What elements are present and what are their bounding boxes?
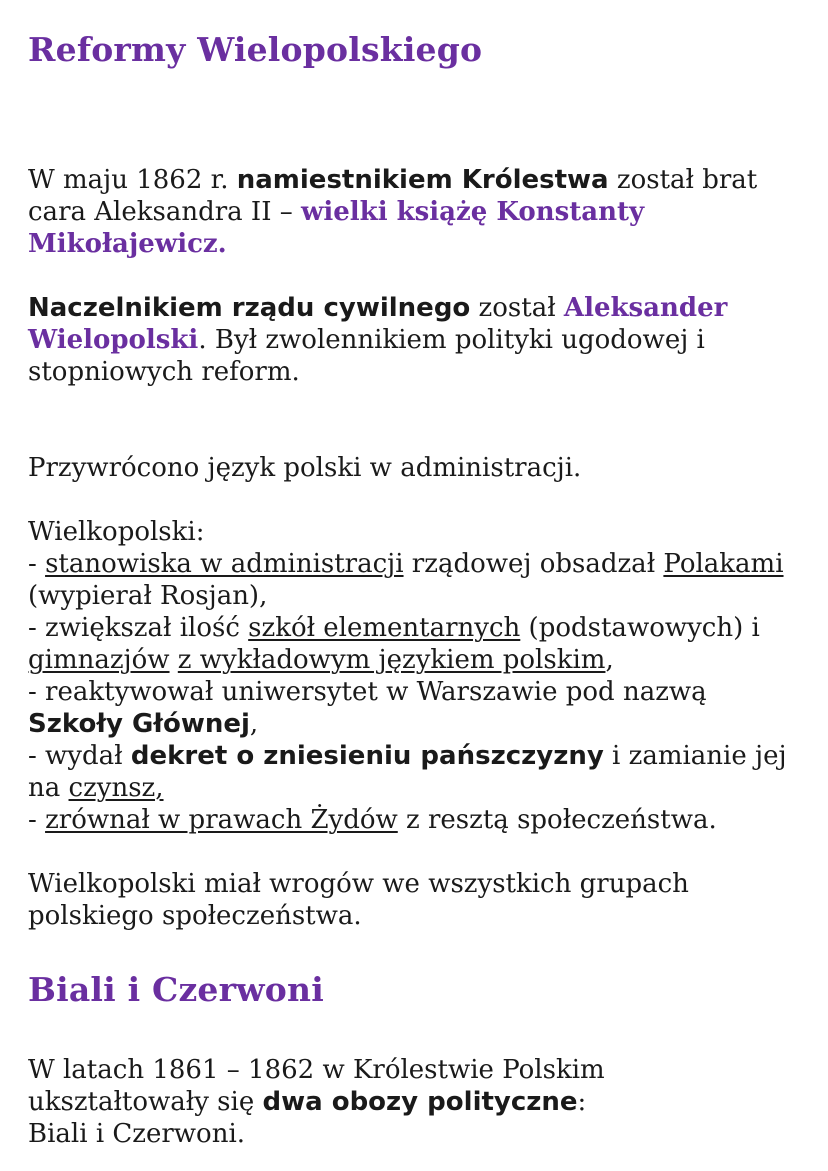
text: W maju 1862 r. [28,165,237,195]
bold-term: Naczelnikiem rządu cywilnego [28,293,471,323]
text: , [249,709,259,739]
list-item [28,612,808,676]
text [170,645,178,675]
list-intro: Wielkopolski: [28,517,205,547]
underlined-term: czynsz, [68,773,164,803]
text: - [28,805,46,835]
highlight-name: wielki książę Konstanty Mikołajewicz. [28,197,645,259]
paragraph-jezyk: Przywrócono język polski w administracji. [28,453,582,483]
text: - reaktywował uniwersytet w Warszawie pod nazwą [28,677,707,707]
bold-term: dekret o zniesieniu pańszczyzny [130,741,604,771]
list-item [28,804,808,836]
list-item [28,548,808,612]
bold-term: Szkoły Głównej [28,709,250,739]
text: , [605,645,614,675]
text: i zamianie jej na [28,741,787,803]
text: - wydał [28,741,131,771]
underlined-term: stanowiska w administracji [45,549,404,579]
underlined-term: z wykładowym językiem polskim [177,645,606,675]
bold-term: namiestnikiem Królestwa [236,165,609,195]
text: - [28,549,46,579]
underlined-term: gimnazjów [28,645,170,675]
section-title-reformy: Reformy Wielopolskiego [28,30,483,69]
text: W latach 1861 – 1862 w Królestwie Polskim ukształtowały się [28,1055,605,1117]
paragraph-wrogowie: Wielkopolski miał wrogów we wszystkich grupach polskiego społeczeństwa. [28,869,689,931]
text: został brat cara Aleksandra II – [28,165,758,227]
paragraph-naczelnik [28,292,808,388]
text: : Biali i Czerwoni. [28,1087,587,1149]
section-title-biali-czerwoni: Biali i Czerwoni [28,970,324,1009]
bold-term: dwa obozy polityczne [262,1087,578,1117]
paragraph-obozy [28,1054,808,1150]
underlined-term: zrównał w prawach Żydów [45,805,398,835]
text: . Był zwolennikiem polityki ugodowej i stopniowych reform. [28,325,705,387]
text: z resztą społeczeństwa. [397,805,717,835]
list-item [28,676,808,740]
highlight-name: Aleksander Wielopolski [28,293,728,355]
text: rządowej obsadzał [403,549,664,579]
text: został [470,293,564,323]
underlined-term: Polakami [663,549,784,579]
paragraph-namiestnik [28,164,808,260]
text: (wypierał Rosjan), [28,581,268,611]
underlined-term: szkół elementarnych [248,613,521,643]
text: - zwiększał ilość [28,613,249,643]
reform-list [28,516,808,836]
list-item [28,740,808,804]
text: (podstawowych) i [520,613,760,643]
